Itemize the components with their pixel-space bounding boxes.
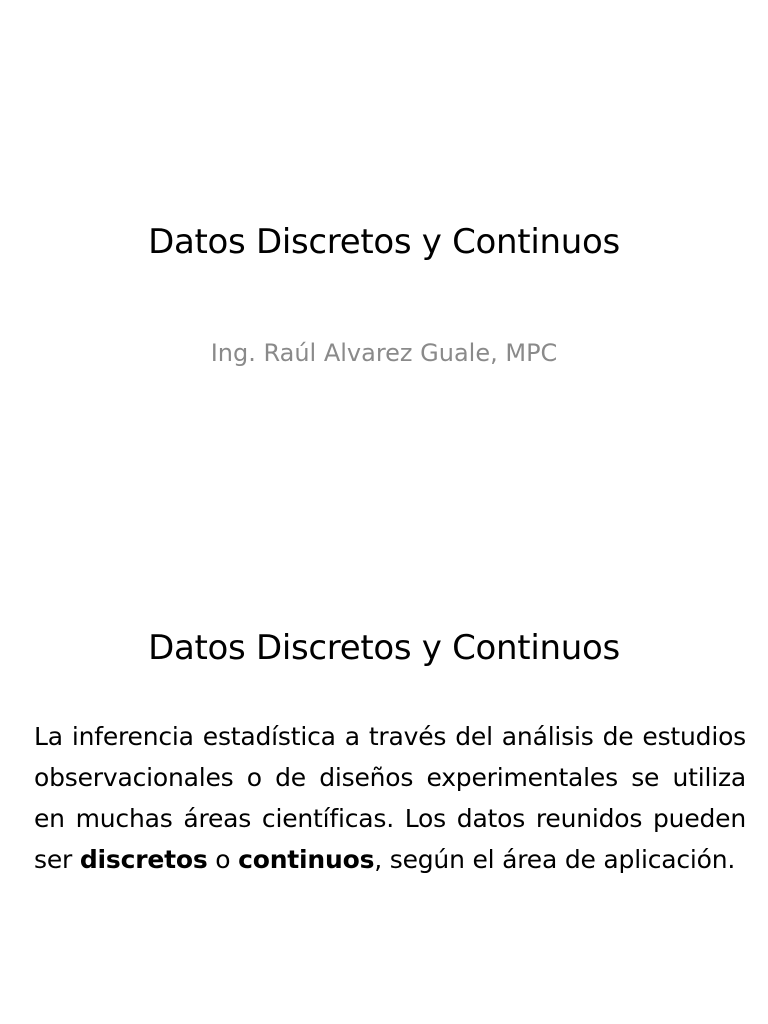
slide-subtitle: Ing. Raúl Alvarez Guale, MPC — [210, 339, 558, 367]
slide-body-paragraph — [34, 716, 746, 880]
paragraph-text-part: o — [207, 845, 239, 874]
slide-title: Datos Discretos y Continuos — [148, 628, 620, 668]
content-slide — [0, 512, 768, 1024]
paragraph-text-part: La inferencia estadística a través del análisis de estudios observacionales o de diseños experimentales se utiliza en muchas áreas científicas. Los datos reunidos pueden ser — [34, 722, 746, 874]
slide-title: Datos Discretos y Continuos — [148, 222, 620, 262]
paragraph-bold-term: discretos — [79, 845, 208, 874]
paragraph-bold-term: continuos — [238, 845, 375, 874]
paragraph-text-part: , según el área de aplicación. — [374, 845, 736, 874]
